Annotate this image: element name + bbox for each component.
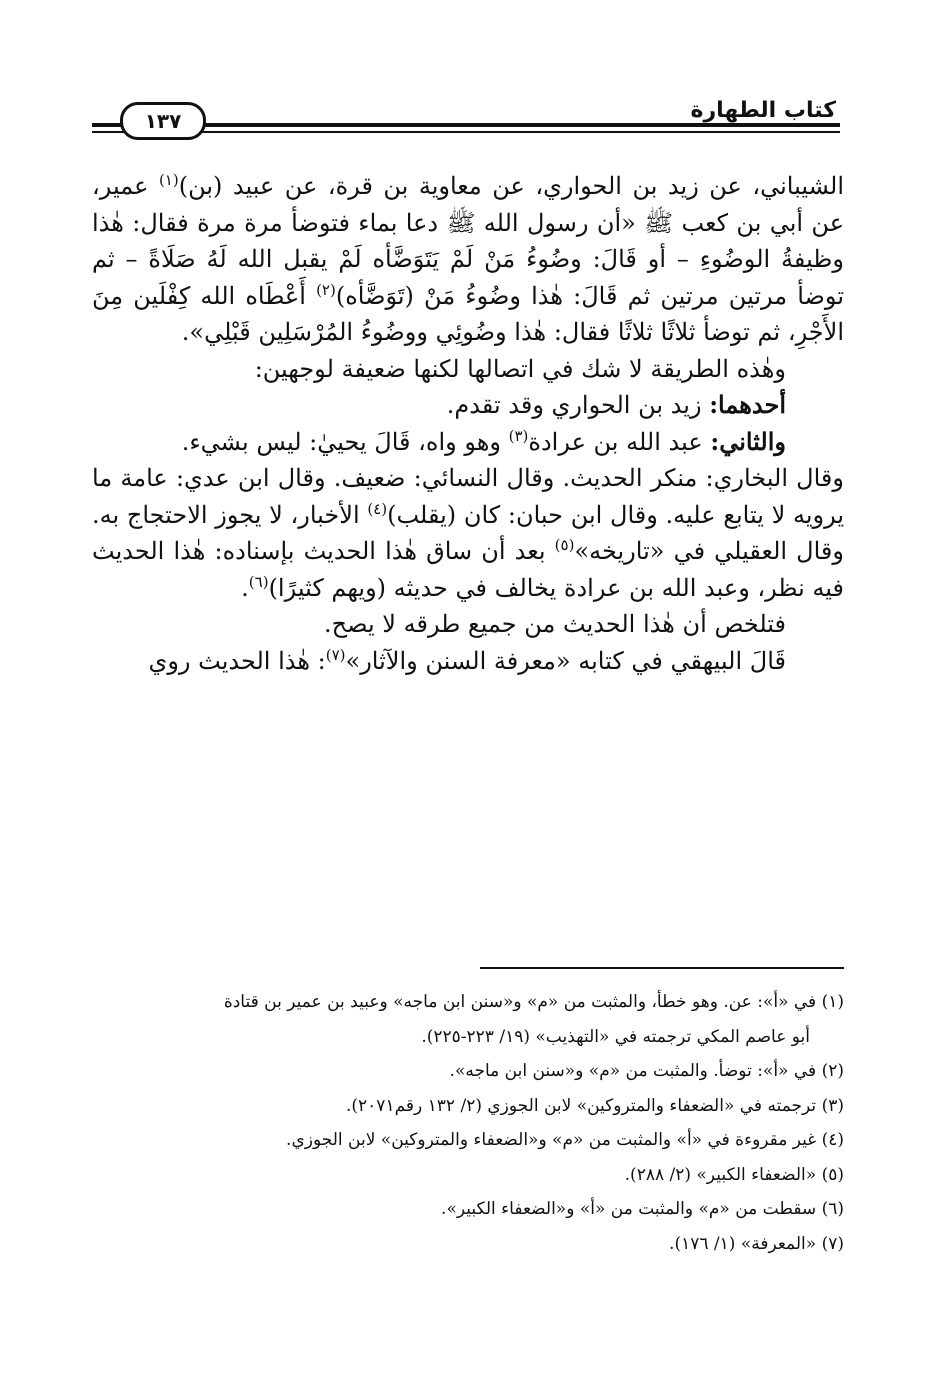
- paragraph-two-reasons: وهٰذه الطريقة لا شك في اتصالها لكنها ضعيفة لوجهين:: [254, 354, 786, 383]
- page-header: [92, 96, 840, 142]
- paragraph-second-reason: والثاني: عبد الله بن عرادة$^{(٣)}$ وهو واه، قَالَ يحييٰ: ليس بشيء.: [181, 426, 786, 456]
- footnote-ref-4: (٤): [367, 499, 388, 518]
- paragraph-first-reason: أحدهما: زيد بن الحواري وقد تقدم.: [446, 390, 786, 419]
- paragraph-conclusion: فتلخص أن هٰذا الحديث من جميع طرقه لا يصح.: [324, 610, 786, 638]
- footnote-2: (٢) في «أ»: توضأ. والمثبت من «م» و«سنن ابن ماجه».: [449, 1061, 844, 1081]
- footnote-ref-6: (٦): [248, 572, 269, 591]
- footnote-ref-1: (١): [158, 171, 179, 189]
- footnote-3: (٣) ترجمته في «الضعفاء والمتروكين» لابن الجوزي (٢/ ١٣٢ رقم٢٠٧١).: [346, 1095, 844, 1116]
- footnote-4: (٤) غير مقروءة في «أ» والمثبت من «م» و«الضعفاء والمتروكين» لابن الجوزي.: [286, 1130, 844, 1150]
- paragraph-hadith: الشيباني، عن زيد بن الحواري، عن معاوية بن قرة، عن عبيد (بن)$^{(١)}$ عمير، عن أبي بن كعب ﷺ «أن رسول الله ﷺ دعا بماء فتوضأ مرة مرة فقال: هٰذا وظيفةُ الوضُوءِ – أو قَالَ: وضُوءُ مَنْ لَمْ يَتَوَضَّأه لَمْ يقبل الله لَهُ صَلَاةً – ثم توضأ مرتين مرتين ثم قَالَ: هٰذا وضُوءُ مَنْ (تَوَضَّأه)$^{(٢)}$ أَعْطَاه الله كِفْلَين مِنَ الأَجْرِ، ثم توضأ ثلاثًا ثلاثًا فقال: هٰذا وضُوئِي ووضُوءُ المُرْسَلِين قَبْلِي».: [92, 171, 845, 346]
- footnote-ref-3: (٣): [508, 426, 529, 445]
- paragraph-bayhaqi: قَالَ البيهقي في كتابه «معرفة السنن والآثار»$^{(٧)}$: هٰذا الحديث روي: [148, 645, 786, 675]
- footnote-7: (٧) «المعرفة» (١/ ١٧٦).: [669, 1233, 844, 1254]
- first-reason-label: أحدهما:: [709, 390, 786, 419]
- paragraph-critics: وقال البخاري: منكر الحديث. وقال النسائي: ضعيف. وقال ابن عدي: عامة ما يرويه لا يتابع عليه. وقال ابن حبان: كان (يقلب)$^{(٤)}$ الأخبار، لا يجوز الاحتجاج به. وقال العقيلي في «تاريخه»$^{(٥)}$ بعد أن ساق هٰذا الحديث بإسناده: هٰذا الحديث فيه نظر، وعبد الله بن عرادة يخالف في حديثه (ويهم كثيرًا)$^{(٦)}$.: [92, 464, 845, 602]
- footnote-5: (٥) «الضعفاء الكبير» (٢/ ٢٨٨).: [624, 1164, 844, 1185]
- footnote-ref-2: (٢): [316, 280, 336, 299]
- footnotes: [92, 985, 844, 1261]
- footnote-separator: [480, 967, 844, 969]
- footnote-ref-5: (٥): [554, 536, 575, 554]
- header-rule-thin: [92, 131, 840, 133]
- main-text: [92, 168, 844, 679]
- footnote-1: (١) في «أ»: عن. وهو خطأ، والمثبت من «م» و«سنن ابن ماجه» وعبيد بن عمير بن قتادة أبو عاصم المكي ترجمته في «التهذيب» (١٩/ ٢٢٣-٢٢٥).: [223, 992, 844, 1047]
- footnote-ref-7: (٧): [325, 645, 346, 664]
- page-number: ١٣٧: [120, 102, 206, 140]
- footnote-6: (٦) سقطت من «م» والمثبت من «أ» و«الضعفاء الكبير».: [441, 1199, 844, 1219]
- running-title: كتاب الطهارة: [690, 98, 836, 123]
- second-reason-label: والثاني:: [710, 426, 786, 456]
